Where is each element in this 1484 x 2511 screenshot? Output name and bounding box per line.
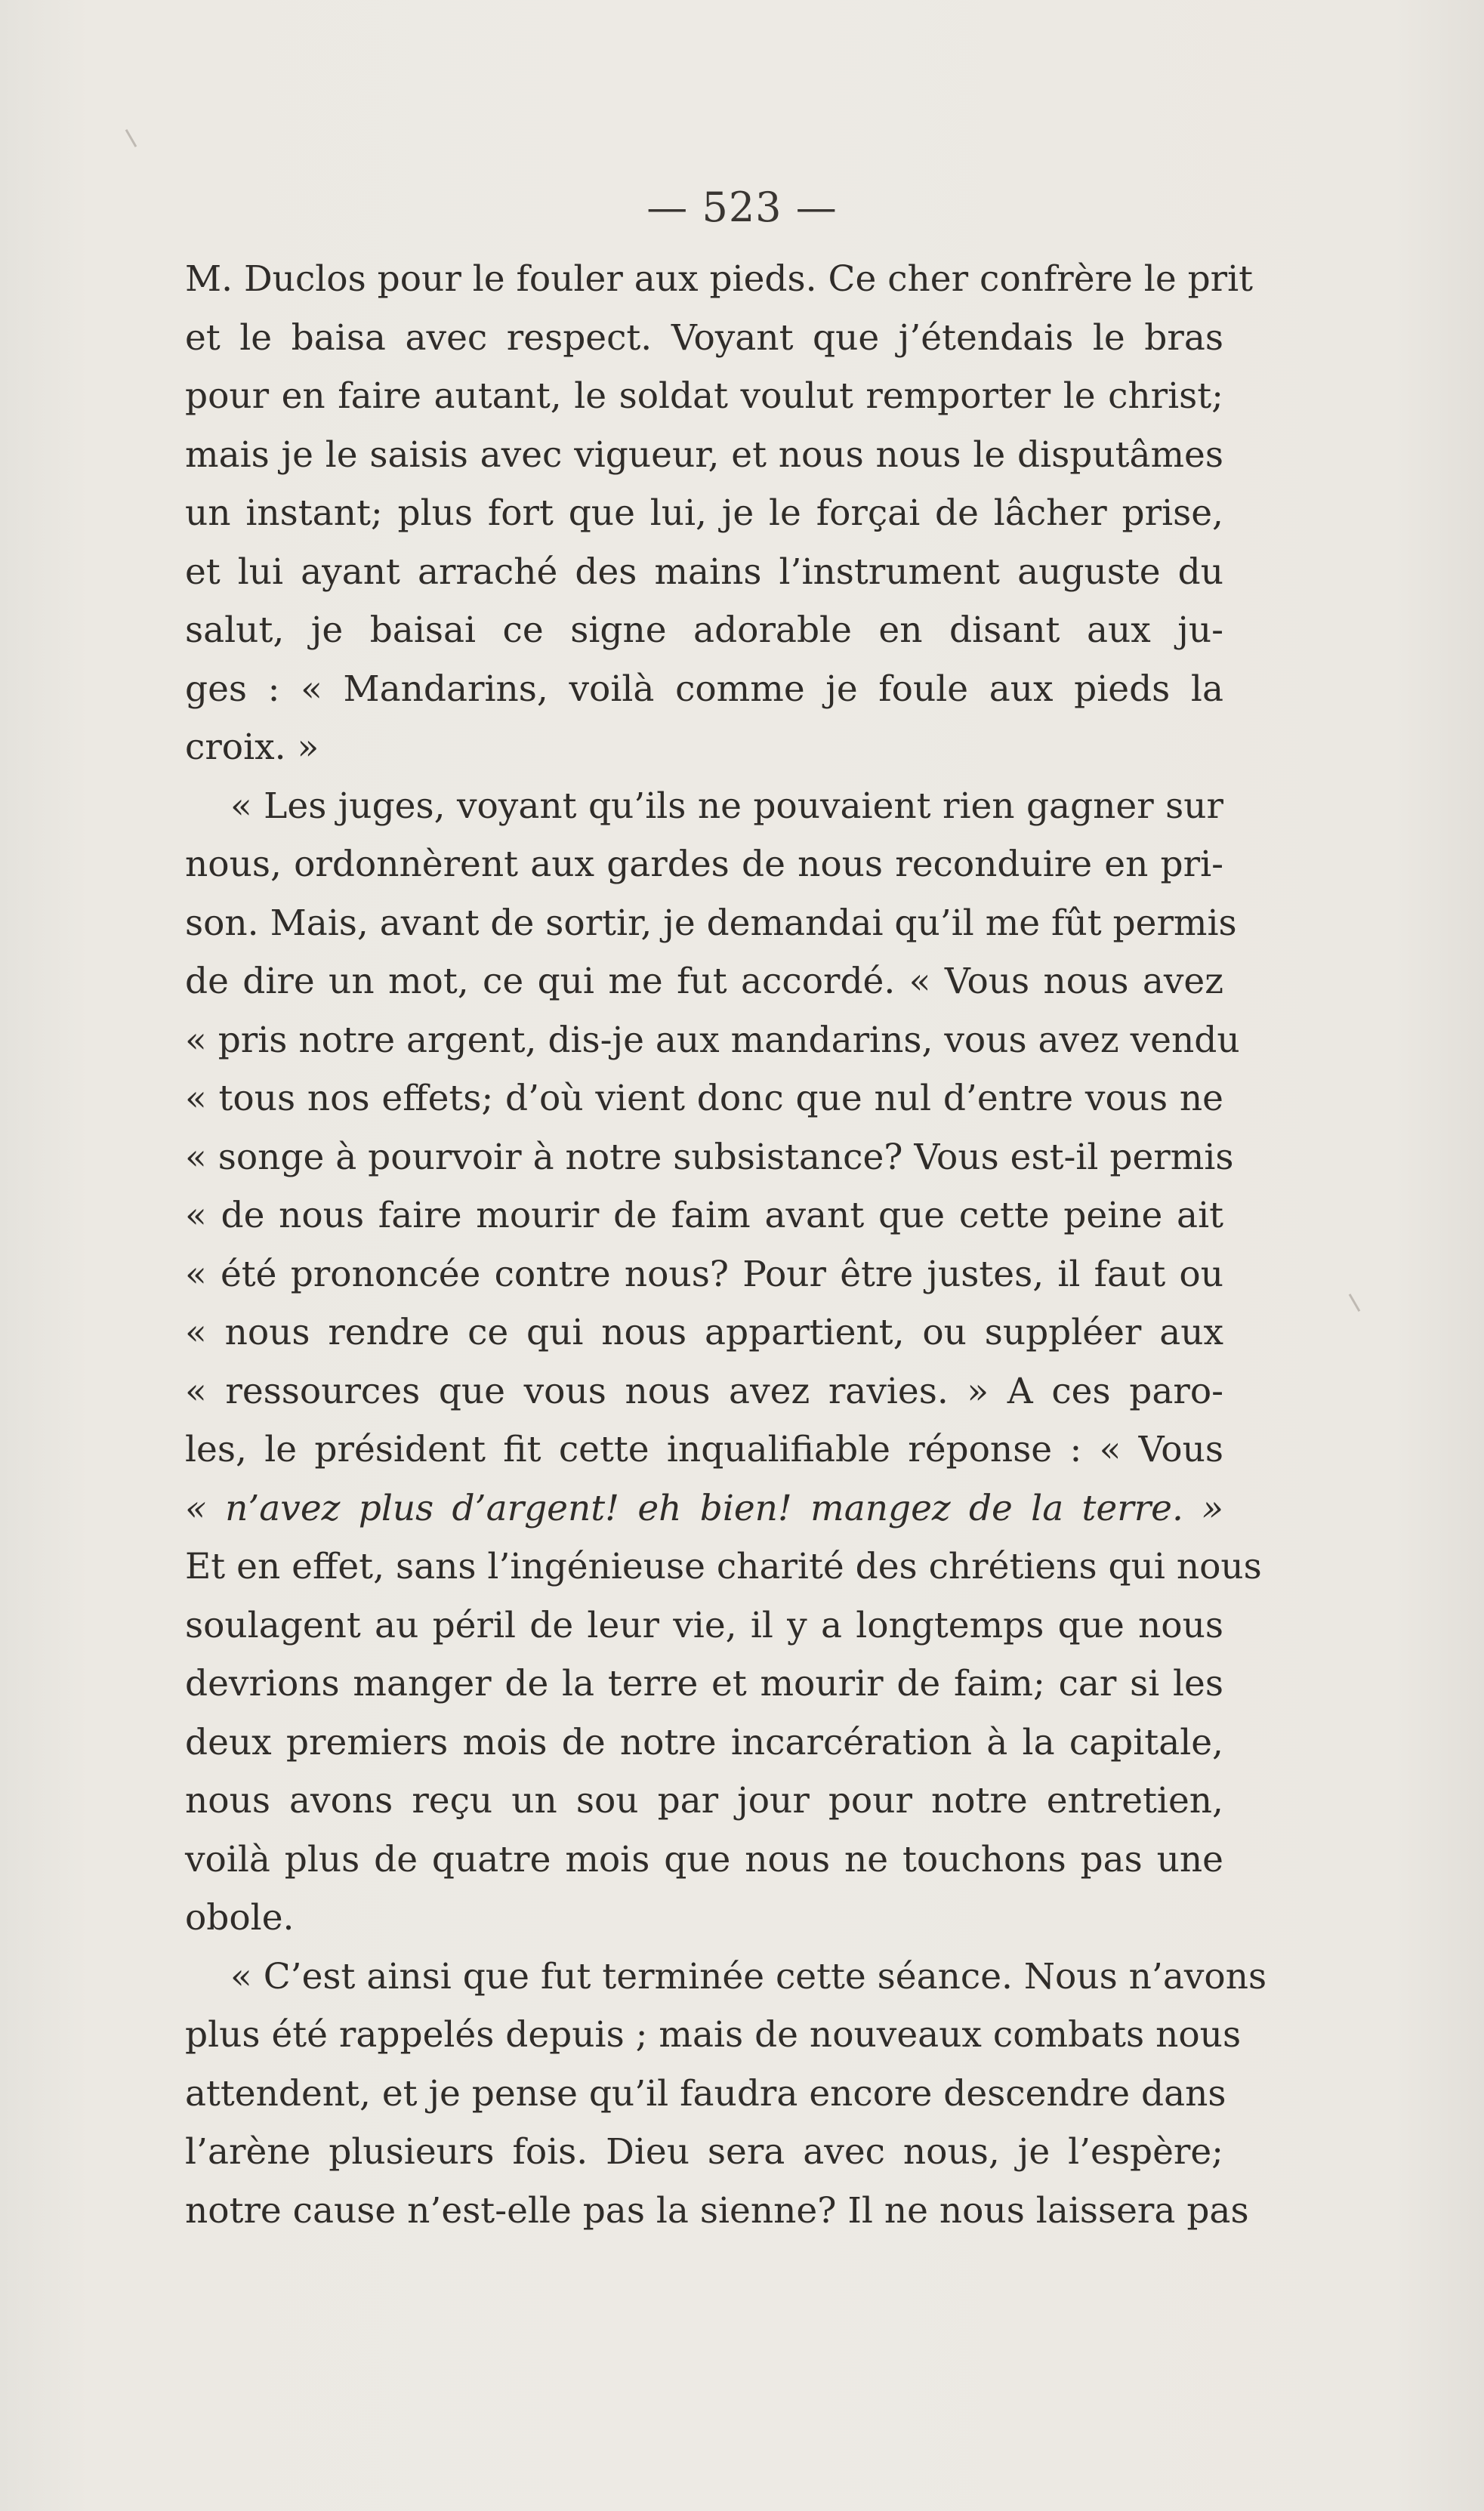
text-line: M. Duclos pour le fouler aux pieds. Ce cher confrère le prit <box>185 258 1254 300</box>
text-line: l’arène plusieurs fois. Dieu sera avec nous, je l’espère; <box>185 2131 1223 2173</box>
text-line: et le baisa avec respect. Voyant que j’étendais le bras <box>185 316 1223 359</box>
text-line: et lui ayant arraché des mains l’instrument auguste du <box>185 551 1223 593</box>
text-line: mais je le saisis avec vigueur, et nous nous le disputâmes <box>185 433 1223 476</box>
text-line: plus été rappelés depuis ; mais de nouveaux combats nous <box>185 2014 1242 2056</box>
body-text <box>185 250 1267 2240</box>
text-line-italic: « n’avez plus d’argent! eh bien! mangez de la terre. » <box>185 1487 1223 1529</box>
text-line: voilà plus de quatre mois que nous ne touchons pas une <box>185 1838 1223 1880</box>
text-line: pour en faire autant, le soldat voulut remporter le christ; <box>185 375 1223 417</box>
text-line: « songe à pourvoir à notre subsistance? Vous est-il permis <box>185 1136 1234 1178</box>
text-line: soulagent au péril de leur vie, il y a longtemps que nous <box>185 1604 1223 1646</box>
text-line: « de nous faire mourir de faim avant que cette peine ait <box>185 1195 1223 1236</box>
paper-speck <box>125 129 137 147</box>
text-line: les, le président fit cette inqualifiable réponse : « Vous <box>185 1429 1223 1470</box>
paper-speck <box>1349 1294 1361 1312</box>
text-line: nous, ordonnèrent aux gardes de nous reconduire en pri- <box>185 844 1223 885</box>
text-line: attendent, et je pense qu’il faudra encore descendre dans <box>185 2072 1226 2115</box>
text-line: devrions manger de la terre et mourir de faim; car si les <box>185 1663 1223 1704</box>
text-line: de dire un mot, ce qui me fut accordé. « Vous nous avez <box>185 961 1223 1002</box>
text-line: « ressources que vous nous avez ravies. » A ces paro- <box>185 1370 1223 1412</box>
text-line: « nous rendre ce qui nous appartient, ou suppléer aux <box>185 1312 1223 1353</box>
text-line: « Les juges, voyant qu’ils ne pouvaient rien gagner sur <box>230 785 1223 827</box>
text-line: son. Mais, avant de sortir, je demandai qu’il me fût permis <box>185 902 1237 944</box>
text-line: ges : « Mandarins, voilà comme je foule aux pieds la <box>185 668 1223 710</box>
text-line: « été prononcée contre nous? Pour être justes, il faut ou <box>185 1253 1223 1295</box>
text-line: un instant; plus fort que lui, je le forçai de lâcher prise, <box>185 492 1223 534</box>
text-line: salut, je baisai ce signe adorable en disant aux ju- <box>185 609 1223 651</box>
text-line: notre cause n’est-elle pas la sienne? Il ne nous laissera pas <box>185 2189 1249 2232</box>
text-line: Et en effet, sans l’ingénieuse charité des chrétiens qui nous <box>185 1546 1262 1587</box>
text-line: nous avons reçu un sou par jour pour notre entretien, <box>185 1780 1223 1822</box>
page-number: — 523 — <box>646 184 838 231</box>
text-line: croix. » <box>185 726 319 768</box>
text-line: « pris notre argent, dis-je aux mandarins, vous avez vendu <box>185 1019 1240 1061</box>
text-line: deux premiers mois de notre incarcération à la capitale, <box>185 1721 1223 1763</box>
text-line: « C’est ainsi que fut terminée cette séance. Nous n’avons <box>230 1955 1267 1997</box>
text-line: « tous nos effets; d’où vient donc que nul d’entre vous ne <box>185 1078 1223 1119</box>
text-line: obole. <box>185 1897 295 1939</box>
